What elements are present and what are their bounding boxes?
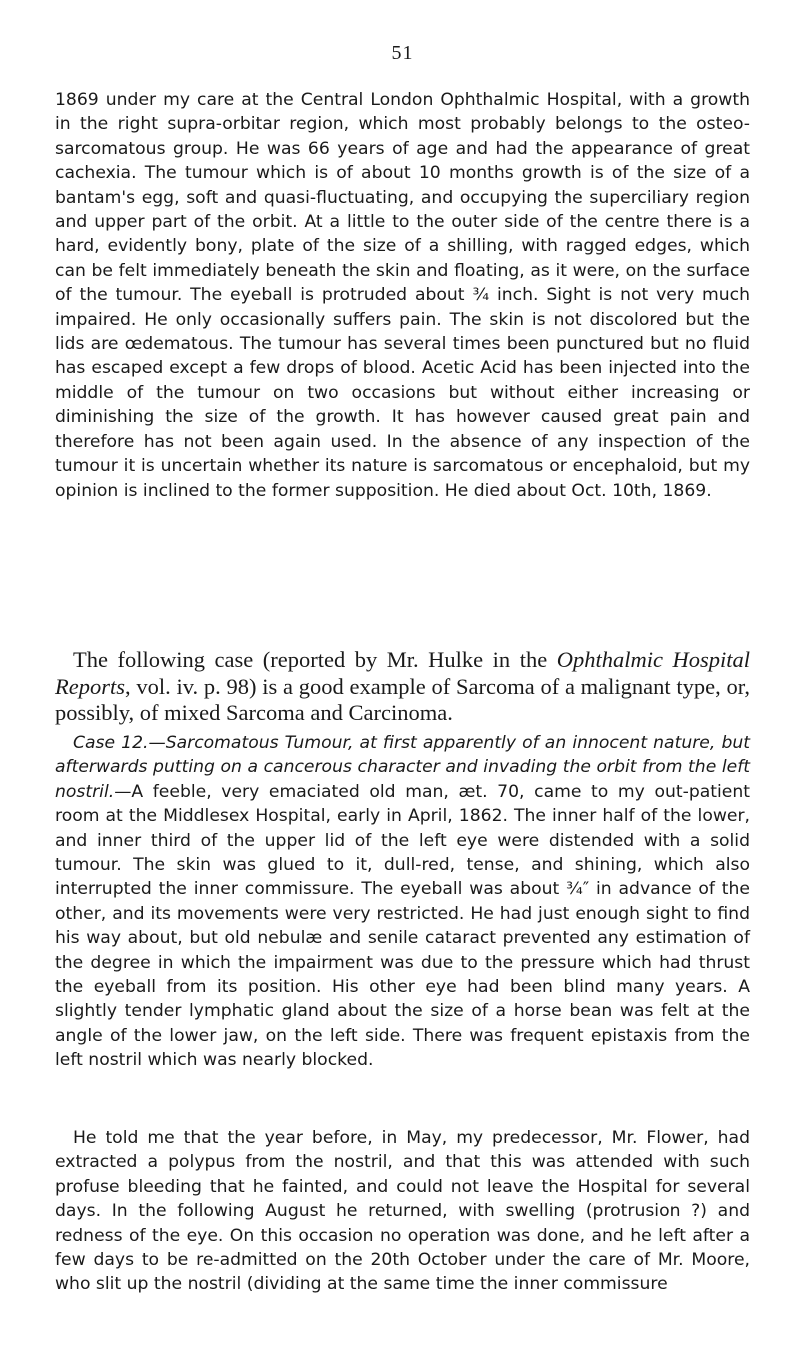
- paragraph-case-12: [55, 731, 750, 1073]
- document-page: [55, 0, 750, 1352]
- intro-text-before: The following case (reported by Mr. Hulke in the: [73, 647, 557, 672]
- journal-title: Ophthalmic Hospital Reports: [55, 647, 750, 699]
- paragraph-hulke-introduction: [55, 647, 750, 727]
- page-number: 51: [391, 42, 414, 64]
- intro-text-after: , vol. iv. p. 98) is a good example of Sarcoma of a malignant type, or, possibly, of mixed Sarcoma and Carcinoma.: [55, 673, 750, 725]
- case-body: —A feeble, very emaciated old man, æt. 70, came to my out-patient room at the Middlesex Hospital, early in April, 1862. The inner half of the lower, and inner third of the upper lid of the left eye were distended with a solid tumour. The skin was glued to it, dull-red, tense, and shining, which also interrupted the inner commissure. The eyeball was about ¾″ in advance of the other, and its movements were very restricted. He had just enough sight to find his way about, but old nebulæ and senile cataract prevented any estimation of the degree in which the impairment was due to the pressure which had thrust the eyeball from its position. His other eye had been blind many years. A slightly tender lymphatic gland about the size of a horse bean was felt at the angle of the lower jaw, on the left side. There was frequent epistaxis from the left nostril which was nearly blocked.: [55, 781, 750, 1071]
- paragraph-history: He told me that the year before, in May, my predecessor, Mr. Flower, had extracted a polypus from the nostril, and that this was attended with such profuse bleeding that he fainted, and could not leave the Hospital for several days. In the following August he returned, with swelling (protrusion ?) and redness of the eye. On this occasion no operation was done, and he left after a few days to be re-admitted on the 20th October under the care of Mr. Moore, who slit up the nostril (dividing at the same time the inner commissure: [55, 1128, 750, 1295]
- case-label: Case 12.: [73, 733, 149, 753]
- paragraph-case-continuation: 1869 under my care at the Central London Ophthalmic Hospital, with a growth in the right supra-orbitar region, which most probably belongs to the osteo-sarcomatous group. He was 66 years of age and had the appearance of great cachexia. The tumour which is of about 10 months growth is of the size of a bantam's egg, soft and quasi-fluctuating, and occupying the superciliary region and upper part of the orbit. At a little to the outer side of the centre there is a hard, evidently bony, plate of the size of a shilling, with ragged edges, which can be felt immediately beneath the skin and floating, as it were, on the surface of the tumour. The eyeball is protruded about ¾ inch. Sight is not very much impaired. He only occasionally suffers pain. The skin is not discolored but the lids are œdematous. The tumour has several times been punctured but no fluid has escaped except a few drops of blood. Acetic Acid has been injected into the middle of the tumour on two occasions but without either increasing or diminishing the size of the growth. It has however caused great pain and therefore has not been again used. In the absence of any inspection of the tumour it is uncertain whether its nature is sarcomatous or encephaloid, but my opinion is inclined to the former supposition. He died about Oct. 10th, 1869.: [55, 90, 750, 501]
- case-title: —Sarcomatous Tumour, at first apparently of an innocent nature, but afterwards putting on a cancerous character and invading the orbit from the left nostril.: [55, 733, 750, 802]
